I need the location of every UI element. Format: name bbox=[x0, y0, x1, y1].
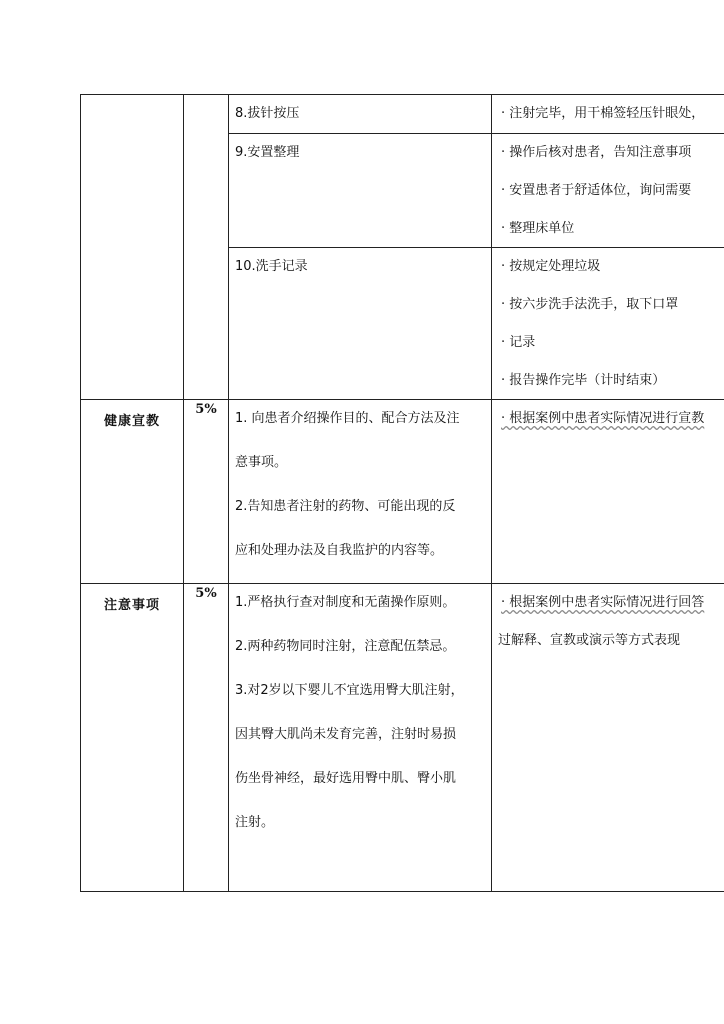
step-cell bbox=[229, 248, 492, 400]
percent-precautions: 5% bbox=[184, 584, 229, 892]
requirement-text: · 根据案例中患者实际情况进行宣教 bbox=[501, 411, 705, 426]
category-precautions: 注意事项 bbox=[81, 584, 184, 892]
content-line: 意事项。 bbox=[235, 455, 288, 470]
requirement-text: · 按六步洗手法洗手，取下口罩 bbox=[501, 297, 679, 312]
content-cell bbox=[229, 584, 492, 892]
step-text: 8.拔针按压 bbox=[235, 106, 300, 121]
step-text: 9.安置整理 bbox=[235, 145, 300, 160]
content-line: 2.两种药物同时注射，注意配伍禁忌。 bbox=[235, 639, 456, 654]
requirement-text: · 记录 bbox=[501, 335, 536, 350]
requirement-cell bbox=[492, 584, 724, 892]
step-cell bbox=[229, 134, 492, 248]
scoring-table bbox=[80, 94, 724, 892]
content-line: 注射。 bbox=[235, 815, 275, 830]
table-row-health-education bbox=[81, 400, 724, 584]
content-line: 应和处理办法及自我监护的内容等。 bbox=[235, 543, 444, 558]
content-line: 3.对2岁以下婴儿不宜选用臀大肌注射， bbox=[235, 683, 464, 698]
requirement-text: · 安置患者于舒适体位，询问需要 bbox=[501, 183, 692, 198]
category-cell-empty bbox=[81, 95, 184, 400]
content-line: 1.严格执行查对制度和无菌操作原则。 bbox=[235, 595, 456, 610]
requirement-text: · 注射完毕，用干棉签轻压针眼处， bbox=[501, 106, 705, 121]
content-line: 伤坐骨神经，最好选用臀中肌、臀小肌 bbox=[235, 771, 457, 786]
step-cell bbox=[229, 95, 492, 134]
table-row bbox=[81, 95, 724, 134]
requirement-text: · 整理床单位 bbox=[501, 221, 575, 236]
category-health-education: 健康宣教 bbox=[81, 400, 184, 584]
percent-health-education: 5% bbox=[184, 400, 229, 584]
requirement-text: 过解释、宣教或演示等方式表现 bbox=[498, 633, 681, 648]
percent-cell-empty bbox=[184, 95, 229, 400]
requirement-cell bbox=[492, 134, 724, 248]
requirement-cell bbox=[492, 95, 724, 134]
requirement-cell bbox=[492, 400, 724, 584]
requirement-cell bbox=[492, 248, 724, 400]
requirement-text: · 操作后核对患者，告知注意事项 bbox=[501, 145, 692, 160]
table-row-precautions bbox=[81, 584, 724, 892]
content-cell bbox=[229, 400, 492, 584]
requirement-text: · 根据案例中患者实际情况进行回答 bbox=[501, 595, 705, 610]
content-line: 因其臀大肌尚未发育完善，注射时易损 bbox=[235, 727, 457, 742]
requirement-text: · 按规定处理垃圾 bbox=[501, 259, 601, 274]
step-text: 10.洗手记录 bbox=[235, 259, 308, 274]
content-line: 1. 向患者介绍操作目的、配合方法及注 bbox=[235, 411, 460, 426]
content-line: 2.告知患者注射的药物、可能出现的反 bbox=[235, 499, 456, 514]
requirement-text: · 报告操作完毕（计时结束） bbox=[501, 373, 666, 388]
